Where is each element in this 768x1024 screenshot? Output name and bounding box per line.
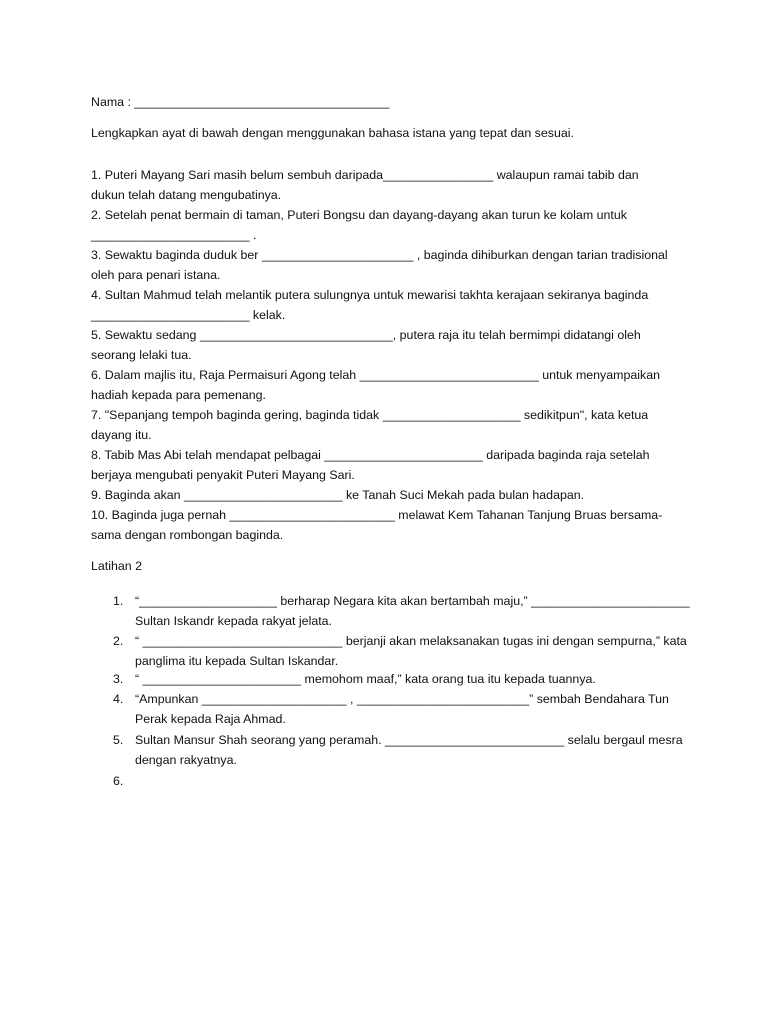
question-line: 2. Setelah penat bermain di taman, Puteri Bongsu dan dayang-dayang akan turun ke kolam untuk: [91, 208, 627, 222]
question-line: 6. Dalam majlis itu, Raja Permaisuri Agong telah __________________________ untuk menyampaikan: [91, 368, 660, 382]
list-number: 3.: [113, 672, 124, 686]
list-item-line: panglima itu kepada Sultan Iskandar.: [135, 654, 339, 668]
question-line: _______________________ kelak.: [91, 308, 286, 322]
list-number: 4.: [113, 692, 124, 706]
list-item-line: Sultan Mansur Shah seorang yang peramah. __________________________ selalu bergaul mesra: [135, 733, 683, 747]
question-line: 3. Sewaktu baginda duduk ber ______________________ , baginda dihiburkan dengan tarian tradisional: [91, 248, 668, 262]
question-line: sama dengan rombongan baginda.: [91, 528, 284, 542]
question-line: 5. Sewaktu sedang ____________________________, putera raja itu telah bermimpi didatangi oleh: [91, 328, 641, 342]
question-line: 10. Baginda juga pernah ________________________ melawat Kem Tahanan Tanjung Bruas bersama-: [91, 508, 663, 522]
list-item-line: “____________________ berharap Negara kita akan bertambah maju,” _______________________: [135, 594, 690, 608]
list-number: 5.: [113, 733, 124, 747]
list-item-line: “Ampunkan _____________________ , _________________________” sembah Bendahara Tun: [135, 692, 669, 706]
question-line: _______________________ .: [91, 228, 257, 242]
question-line: 4. Sultan Mahmud telah melantik putera sulungnya untuk mewarisi takhta kerajaan sekiranya baginda: [91, 288, 649, 302]
question-line: 7. "Sepanjang tempoh baginda gering, baginda tidak ____________________ sedikitpun", kata ketua: [91, 408, 649, 422]
question-line: seorang lelaki tua.: [91, 348, 192, 362]
question-line: dayang itu.: [91, 428, 152, 442]
list-number: 2.: [113, 634, 124, 648]
question-line: 1. Puteri Mayang Sari masih belum sembuh daripada________________ walaupun ramai tabib dan: [91, 168, 639, 182]
question-line: berjaya mengubati penyakit Puteri Mayang Sari.: [91, 468, 355, 482]
list-item-line: Sultan Iskandr kepada rakyat jelata.: [135, 614, 332, 628]
question-line: hadiah kepada para pemenang.: [91, 388, 266, 402]
question-line: 8. Tabib Mas Abi telah mendapat pelbagai _______________________ daripada baginda raja setelah: [91, 448, 650, 462]
list-item-line: Perak kepada Raja Ahmad.: [135, 712, 286, 726]
instruction-text: Lengkapkan ayat di bawah dengan menggunakan bahasa istana yang tepat dan sesuai.: [91, 126, 574, 140]
question-line: dukun telah datang mengubatinya.: [91, 188, 282, 202]
list-number: 1.: [113, 594, 124, 608]
list-item-line: “ _____________________________ berjanji akan melaksanakan tugas ini dengan sempurna,” kata: [135, 634, 687, 648]
list-number: 6.: [113, 774, 124, 788]
question-line: oleh para penari istana.: [91, 268, 221, 282]
name-line: Nama : _____________________________________: [91, 95, 390, 109]
list-item-line: “ _______________________ memohom maaf,” kata orang tua itu kepada tuannya.: [135, 672, 596, 686]
question-line: 9. Baginda akan _______________________ ke Tanah Suci Mekah pada bulan hadapan.: [91, 488, 585, 502]
list-item-line: dengan rakyatnya.: [135, 753, 237, 767]
section-title: Latihan 2: [91, 559, 142, 573]
